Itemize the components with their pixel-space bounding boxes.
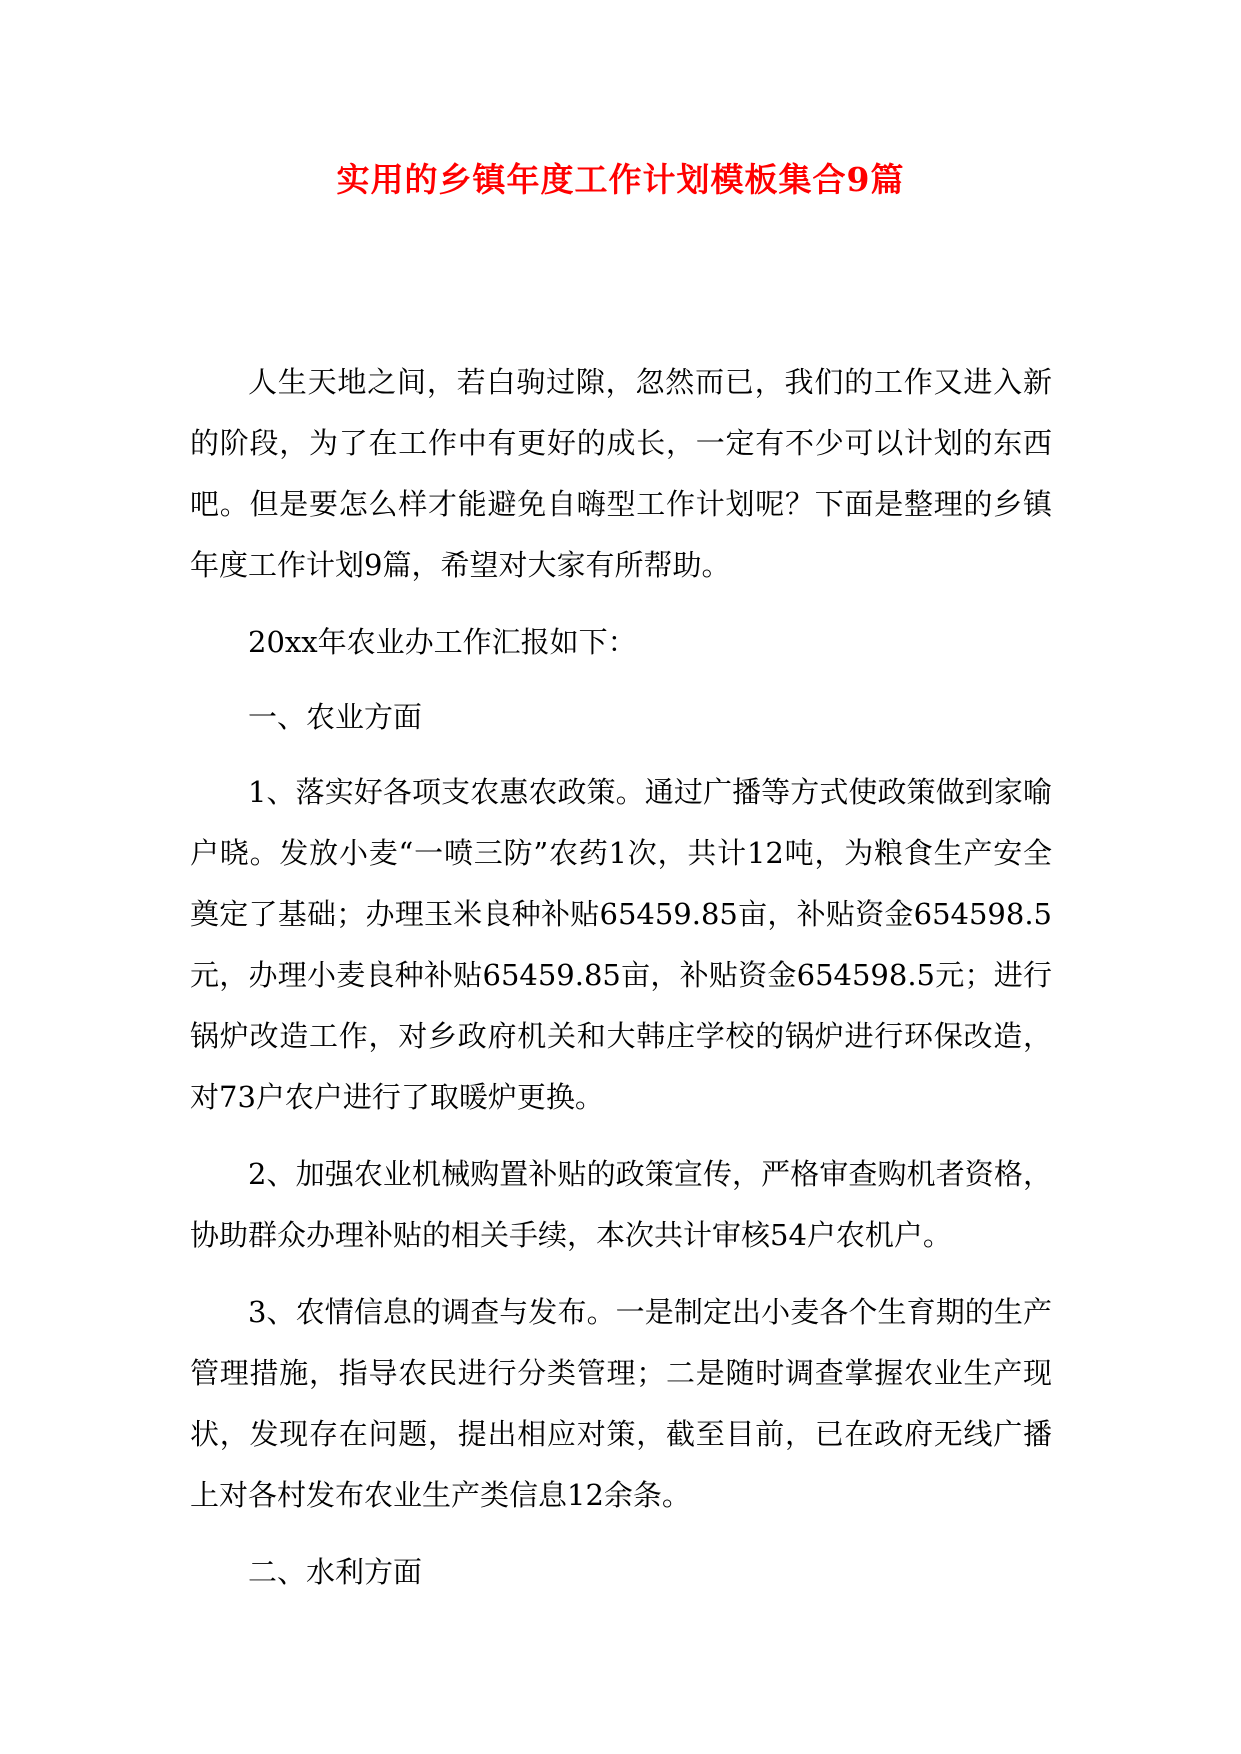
document-body	[190, 352, 1052, 1617]
report-intro-line: 20xx年农业办工作汇报如下：	[248, 625, 637, 659]
agriculture-item-2: 2、加强农业机械购置补贴的政策宣传，严格审查购机者资格，协助群众办理补贴的相关手续，本次共计审核54户农机户。	[190, 1157, 1052, 1252]
section-heading-water: 二、水利方面	[248, 1555, 423, 1589]
agriculture-item-1: 1、落实好各项支农惠农政策。通过广播等方式使政策做到家喻户晓。发放小麦“一喷三防”农药1次，共计12吨，为粮食生产安全奠定了基础；办理玉米良种补贴65459.85亩，补贴资金654598.5元，办理小麦良种补贴65459.85亩，补贴资金654598.5元；进行锅炉改造工作，对乡政府机关和大韩庄学校的锅炉进行环保改造，对73户农户进行了取暖炉更换。	[190, 775, 1052, 1114]
document-title: 实用的乡镇年度工作计划模板集合9篇	[336, 160, 905, 199]
agriculture-item-3: 3、农情信息的调查与发布。一是制定出小麦各个生育期的生产管理措施，指导农民进行分类管理；二是随时调查掌握农业生产现状，发现存在问题，提出相应对策，截至目前，已在政府无线广播上对各村发布农业生产类信息12余条。	[190, 1295, 1052, 1512]
intro-paragraph: 人生天地之间，若白驹过隙，忽然而已，我们的工作又进入新的阶段，为了在工作中有更好的成长，一定有不少可以计划的东西吧。但是要怎么样才能避免自嗨型工作计划呢？下面是整理的乡镇年度工作计划9篇，希望对大家有所帮助。	[190, 365, 1052, 582]
section-heading-agriculture: 一、农业方面	[248, 700, 423, 734]
